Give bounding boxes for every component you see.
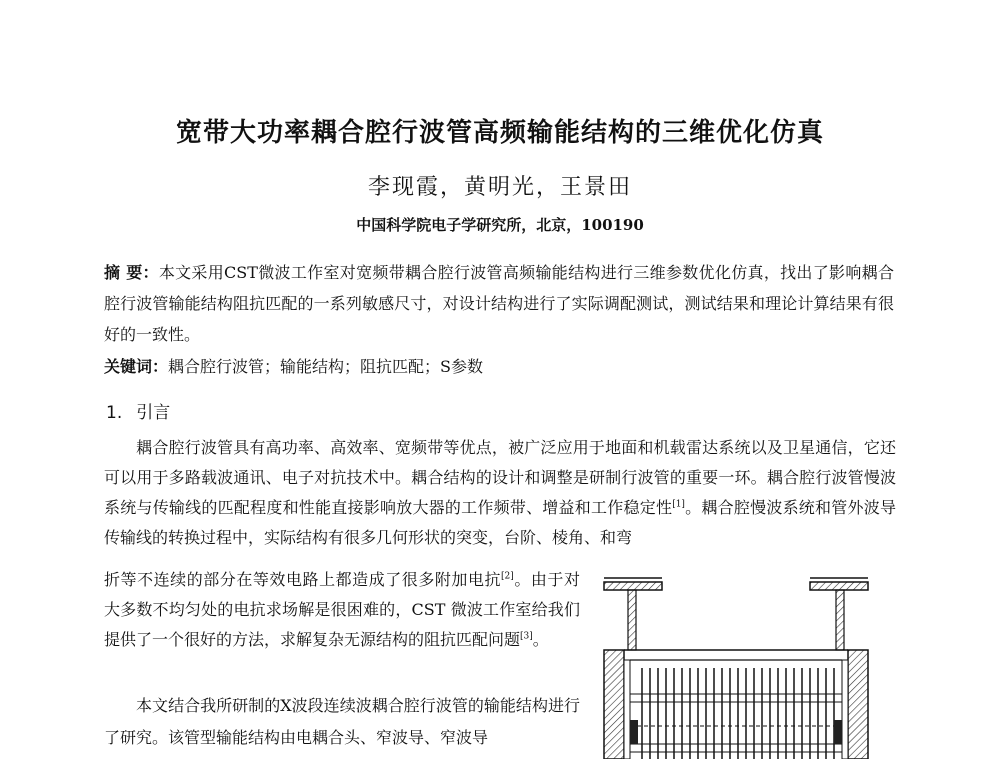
citation-3: [3] — [520, 631, 533, 642]
output-structure-figure — [598, 576, 874, 759]
intro-paragraph-narrow — [104, 565, 580, 655]
second-paragraph — [104, 690, 580, 754]
abstract-label: 摘 要： — [104, 263, 159, 282]
abstract-text: 本文采用CST微波工作室对宽频带耦合腔行波管高频输能结构进行三维参数优化仿真，找出了影响耦合腔行波管输能结构阻抗匹配的一系列敏感尺寸，对设计结构进行了实际调配测试，测试结果和理论计算结果有很好的一致性。 — [104, 263, 894, 344]
intro-text-5: 。 — [532, 630, 549, 649]
affiliation: 中国科学院电子学研究所，北京，100190 — [356, 216, 644, 234]
section-title: 引言 — [136, 403, 171, 423]
section-number: 1. — [106, 403, 123, 423]
intro-text-2: 。耦合腔慢波系统和管外波导传输线的转换过程中，实际结构有很多几何形状的突变，台阶、棱角、和弯 — [104, 498, 896, 547]
intro-text-4: 。由于对大多数不均匀处的电抗求场解是很困难的，CST 微波工作室给我们提供了一个很好的方法，求解复杂无源结构的阻抗匹配问题 — [104, 570, 580, 649]
authors: 李现霞，黄明光，王景田 — [367, 175, 632, 200]
citation-1: [1] — [672, 499, 685, 510]
keywords — [104, 353, 894, 381]
paper-title: 宽带大功率耦合腔行波管高频输能结构的三维优化仿真 — [175, 118, 824, 148]
abstract — [104, 257, 894, 350]
intro-text-3: 折等不连续的部分在等效电路上都造成了很多附加电抗 — [104, 570, 502, 589]
second-paragraph-text: 本文结合我所研制的X波段连续波耦合腔行波管的输能结构进行了研究。该管型输能结构由电耦合头、窄波导、窄波导 — [104, 696, 580, 747]
intro-text-1: 耦合腔行波管具有高功率、高效率、宽频带等优点，被广泛应用于地面和机载雷达系统以及卫星通信，它还可以用于多路载波通讯、电子对抗技术中。耦合结构的设计和调整是研制行波管的重要一环。耦合腔行波管慢波系统与传输线的匹配程度和性能直接影响放大器的工作频带、增益和工作稳定性 — [104, 438, 896, 517]
section-heading — [106, 398, 184, 423]
keywords-text: 耦合腔行波管；输能结构；阻抗匹配；S参数 — [168, 357, 483, 376]
citation-2: [2] — [501, 571, 514, 582]
keywords-label: 关键词： — [104, 357, 169, 376]
intro-paragraph-wide — [104, 433, 896, 553]
